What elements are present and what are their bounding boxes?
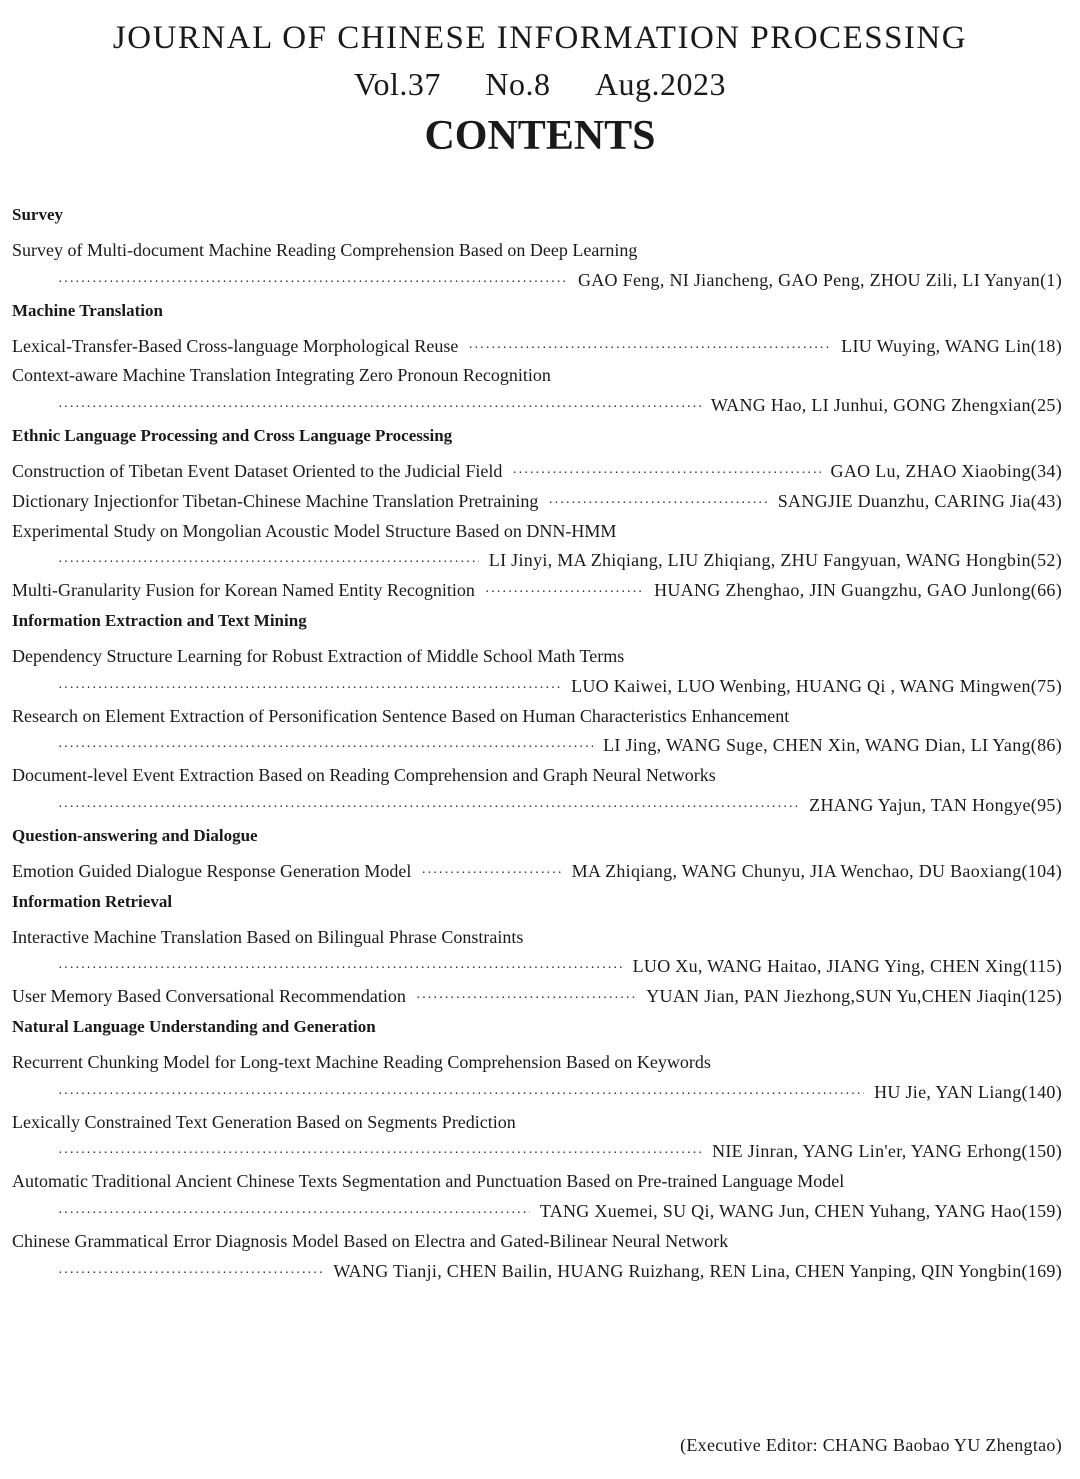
article-authors: NIE Jinran, YANG Lin'er, YANG Erhong(150) bbox=[712, 1141, 1062, 1162]
leader-dots bbox=[58, 1199, 530, 1227]
leader-dots bbox=[58, 733, 593, 761]
article-authors-line bbox=[12, 672, 1062, 702]
article-authors: HU Jie, YAN Liang(140) bbox=[874, 1081, 1062, 1102]
leader-dots bbox=[58, 393, 701, 421]
article-title[interactable] bbox=[12, 1048, 1062, 1078]
table-of-contents bbox=[12, 200, 1062, 1286]
leader-dots bbox=[58, 268, 568, 296]
article-title-text: Multi-Granularity Fusion for Korean Named Entity Recognition bbox=[12, 580, 475, 601]
leader-dots bbox=[58, 1080, 864, 1108]
article-entry[interactable] bbox=[12, 487, 1062, 517]
leader-dots bbox=[468, 334, 831, 362]
article-title[interactable] bbox=[12, 1108, 1062, 1138]
article-authors: LIU Wuying, WANG Lin(18) bbox=[841, 335, 1062, 356]
leader-dots bbox=[58, 674, 561, 702]
article-authors: LI Jinyi, MA Zhiqiang, LIU Zhiqiang, ZHU Fangyuan, WANG Hongbin(52) bbox=[488, 550, 1062, 571]
section-title: Information Retrieval bbox=[12, 891, 173, 911]
section-title: Survey bbox=[12, 205, 63, 224]
article-authors-line bbox=[12, 1078, 1062, 1108]
article-authors-line bbox=[12, 546, 1062, 576]
article-authors-line bbox=[12, 391, 1062, 421]
article-title[interactable] bbox=[12, 923, 1062, 953]
article-title[interactable] bbox=[12, 236, 1062, 266]
article-authors: LUO Kaiwei, LUO Wenbing, HUANG Qi , WANG Mingwen(75) bbox=[571, 675, 1062, 696]
section-title: Question-answering and Dialogue bbox=[12, 825, 258, 845]
article-title[interactable] bbox=[12, 1227, 1062, 1257]
issue-number: No.8 bbox=[485, 66, 551, 102]
issue-volume: Vol.37 bbox=[353, 66, 441, 102]
article-entry[interactable] bbox=[12, 576, 1062, 606]
article-title-text: Chinese Grammatical Error Diagnosis Model Based on Electra and Gated-Bilinear Neural Network bbox=[12, 1230, 729, 1251]
article-title-text: Recurrent Chunking Model for Long-text Machine Reading Comprehension Based on Keywords bbox=[12, 1051, 711, 1072]
article-title-text: User Memory Based Conversational Recommendation bbox=[12, 986, 406, 1007]
journal-title: JOURNAL OF CHINESE INFORMATION PROCESSING bbox=[112, 20, 968, 56]
section-title: Information Extraction and Text Mining bbox=[12, 610, 307, 630]
contents-heading: CONTENTS bbox=[424, 113, 656, 159]
article-entry[interactable] bbox=[12, 332, 1062, 362]
article-authors-line bbox=[12, 731, 1062, 761]
article-authors: GAO Lu, ZHAO Xiaobing(34) bbox=[830, 460, 1062, 481]
article-authors: TANG Xuemei, SU Qi, WANG Jun, CHEN Yuhang, YANG Hao(159) bbox=[539, 1200, 1062, 1221]
article-title-text: Experimental Study on Mongolian Acoustic Model Structure Based on DNN-HMM bbox=[12, 520, 617, 541]
article-authors: SANGJIE Duanzhu, CARING Jia(43) bbox=[777, 490, 1062, 511]
article-entry[interactable] bbox=[12, 457, 1062, 487]
leader-dots bbox=[58, 1139, 702, 1167]
leader-dots bbox=[58, 793, 799, 821]
article-title-text: Context-aware Machine Translation Integrating Zero Pronoun Recognition bbox=[12, 365, 551, 386]
article-authors: WANG Tianji, CHEN Bailin, HUANG Ruizhang, REN Lina, CHEN Yanping, QIN Yongbin(169) bbox=[333, 1260, 1062, 1281]
article-title-text: Dependency Structure Learning for Robust Extraction of Middle School Math Terms bbox=[12, 645, 625, 666]
leader-dots bbox=[548, 489, 767, 517]
leader-dots bbox=[58, 1259, 323, 1287]
article-authors: YUAN Jian, PAN Jiezhong,SUN Yu,CHEN Jiaqin(125) bbox=[646, 986, 1062, 1007]
article-authors-line bbox=[12, 266, 1062, 296]
article-title-text: Interactive Machine Translation Based on Bilingual Phrase Constraints bbox=[12, 926, 524, 947]
article-authors: HUANG Zhenghao, JIN Guangzhu, GAO Junlong(66) bbox=[654, 580, 1062, 601]
article-title[interactable] bbox=[12, 702, 1062, 732]
article-title-text: Lexical-Transfer-Based Cross-language Morphological Reuse bbox=[12, 335, 459, 356]
article-title[interactable] bbox=[12, 1167, 1062, 1197]
article-authors: GAO Feng, NI Jiancheng, GAO Peng, ZHOU Zili, LI Yanyan(1) bbox=[577, 269, 1062, 290]
article-title[interactable] bbox=[12, 361, 1062, 391]
article-authors: MA Zhiqiang, WANG Chunyu, JIA Wenchao, DU Baoxiang(104) bbox=[571, 860, 1062, 881]
article-title-text: Survey of Multi-document Machine Reading Comprehension Based on Deep Learning bbox=[12, 240, 638, 260]
article-authors-line bbox=[12, 1257, 1062, 1287]
leader-dots bbox=[416, 984, 636, 1012]
leader-dots bbox=[58, 954, 623, 982]
article-title-text: Dictionary Injectionfor Tibetan-Chinese Machine Translation Pretraining bbox=[12, 490, 539, 511]
article-title-text: Emotion Guided Dialogue Response Generation Model bbox=[12, 860, 412, 881]
article-entry[interactable] bbox=[12, 857, 1062, 887]
article-title-text: Construction of Tibetan Event Dataset Oriented to the Judicial Field bbox=[12, 460, 503, 481]
executive-editor: (Executive Editor: CHANG Baobao YU Zhengtao) bbox=[680, 1435, 1062, 1455]
issue-date: Aug.2023 bbox=[594, 66, 727, 102]
article-authors-line bbox=[12, 952, 1062, 982]
article-title-text: Research on Element Extraction of Personification Sentence Based on Human Characteristics Enhancement bbox=[12, 705, 790, 726]
article-title[interactable] bbox=[12, 761, 1062, 791]
article-authors-line bbox=[12, 1137, 1062, 1167]
section-title: Machine Translation bbox=[12, 300, 163, 320]
leader-dots bbox=[421, 859, 561, 887]
leader-dots bbox=[58, 548, 479, 576]
article-title-text: Automatic Traditional Ancient Chinese Texts Segmentation and Punctuation Based on Pre-trained Language Model bbox=[12, 1171, 845, 1192]
leader-dots bbox=[485, 578, 644, 606]
issue-info bbox=[0, 64, 1080, 104]
article-authors-line bbox=[12, 791, 1062, 821]
article-entry[interactable] bbox=[12, 982, 1062, 1012]
section-title: Natural Language Understanding and Generation bbox=[12, 1016, 376, 1036]
section-title: Ethnic Language Processing and Cross Language Processing bbox=[12, 425, 453, 445]
article-authors: LI Jing, WANG Suge, CHEN Xin, WANG Dian, LI Yang(86) bbox=[603, 735, 1062, 756]
article-title-text: Lexically Constrained Text Generation Based on Segments Prediction bbox=[12, 1111, 516, 1132]
article-title-text: Document-level Event Extraction Based on Reading Comprehension and Graph Neural Networks bbox=[12, 765, 716, 786]
article-title[interactable] bbox=[12, 642, 1062, 672]
article-authors-line bbox=[12, 1197, 1062, 1227]
article-authors: LUO Xu, WANG Haitao, JIANG Ying, CHEN Xing(115) bbox=[632, 956, 1062, 977]
article-title[interactable] bbox=[12, 517, 1062, 547]
article-authors: WANG Hao, LI Junhui, GONG Zhengxian(25) bbox=[710, 395, 1062, 416]
leader-dots bbox=[512, 459, 820, 487]
article-authors: ZHANG Yajun, TAN Hongye(95) bbox=[809, 794, 1062, 815]
